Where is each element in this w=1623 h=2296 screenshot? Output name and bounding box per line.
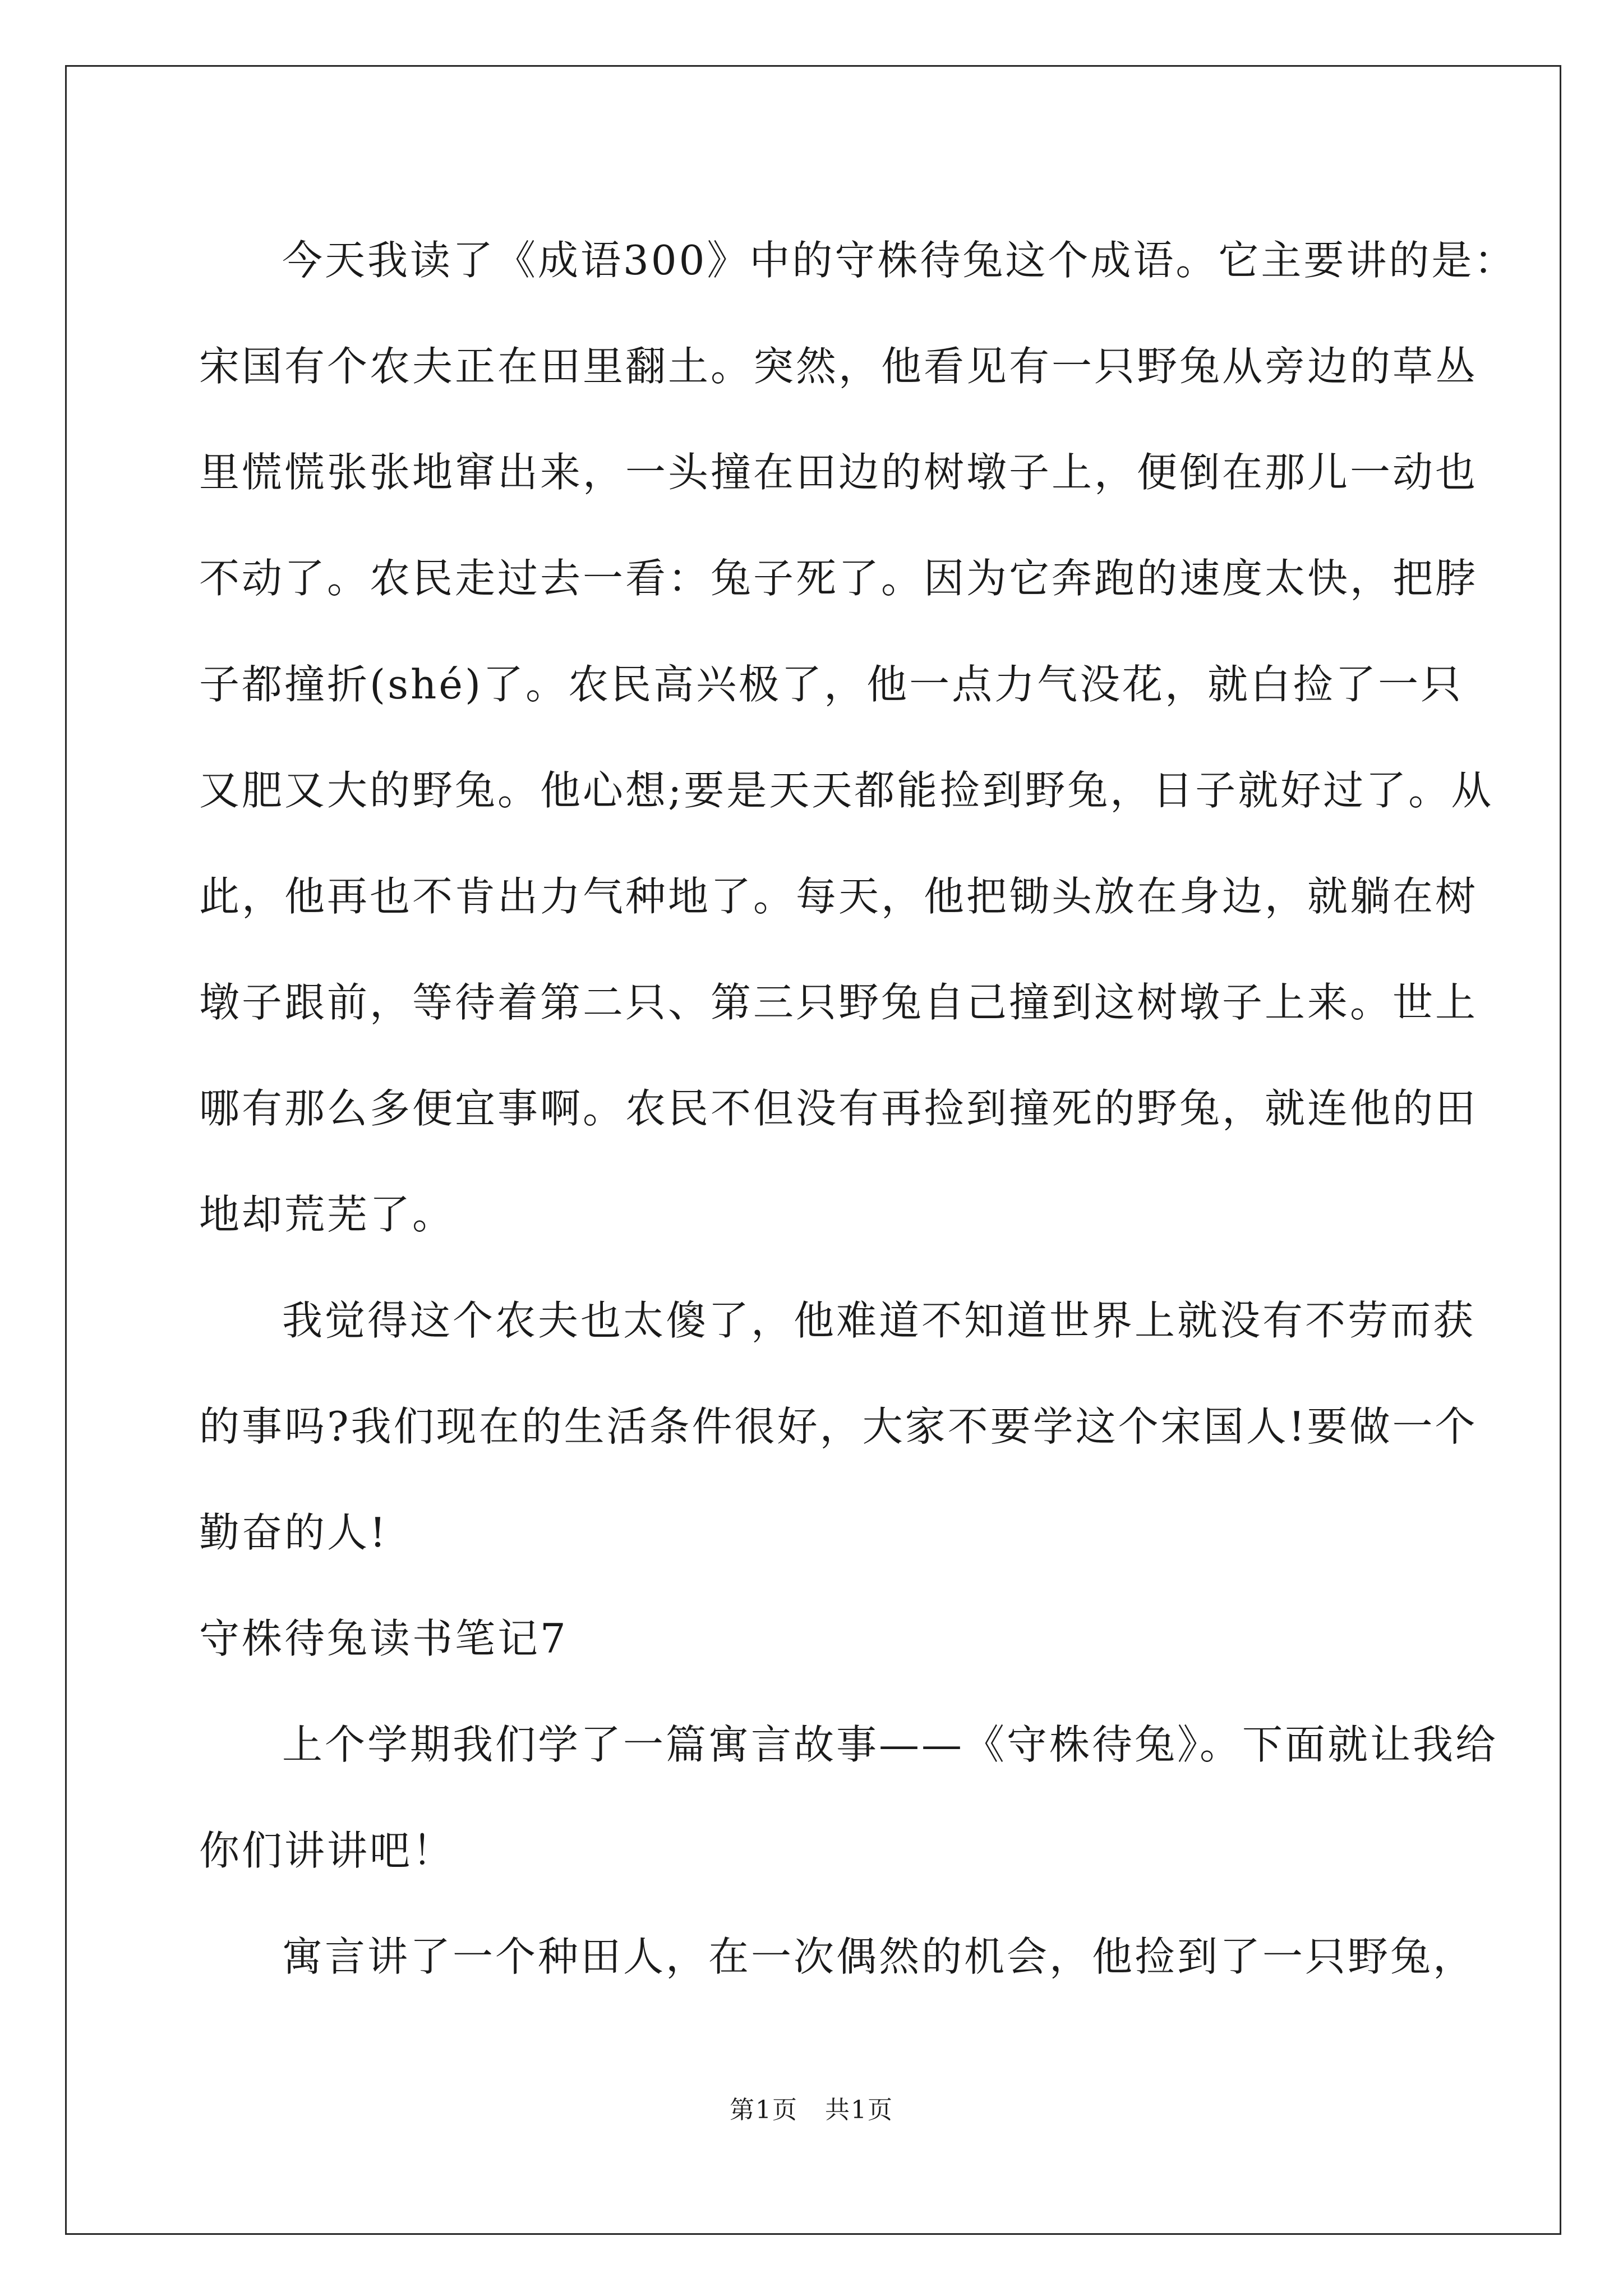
paragraph-line: 你们讲讲吧！ — [199, 1827, 455, 1874]
paragraph-line: 哪有那么多便宜事啊。农民不但没有再捡到撞死的野兔，就连他的田 — [199, 1085, 1478, 1132]
paragraph-line: 地却荒芜了。 — [199, 1191, 455, 1238]
paragraph-line: 上个学期我们学了一篇寓言故事——《守株待兔》。下面就让我给 — [282, 1721, 1498, 1768]
paragraph-line: 子都撞折(shé)了。农民高兴极了，他一点力气没花，就白捡了一只 — [199, 661, 1464, 708]
paragraph-line: 此，他再也不肯出力气种地了。每天，他把锄头放在身边，就躺在树 — [199, 873, 1478, 920]
paragraph-line: 寓言讲了一个种田人，在一次偶然的机会，他捡到了一只野兔， — [282, 1933, 1476, 1980]
paragraph-line: 不动了。农民走过去一看：兔子死了。因为它奔跑的速度太快，把脖 — [199, 555, 1478, 602]
paragraph-line: 宋国有个农夫正在田里翻土。突然，他看见有一只野兔从旁边的草丛 — [199, 343, 1478, 390]
paragraph-line: 我觉得这个农夫也太傻了，他难道不知道世界上就没有不劳而获 — [282, 1297, 1476, 1344]
paragraph-line: 墩子跟前，等待着第二只、第三只野兔自己撞到这树墩子上来。世上 — [199, 979, 1478, 1026]
page-number-footer: 第1页 共1页 — [730, 2096, 893, 2124]
document-body — [199, 208, 1517, 2010]
paragraph-line: 今天我读了《成语300》中的守株待兔这个成语。它主要讲的是： — [282, 237, 1517, 284]
paragraph-line: 又肥又大的野兔。他心想;要是天天都能捡到野兔，日子就好过了。从 — [199, 767, 1494, 814]
paragraph-line: 的事吗?我们现在的生活条件很好，大家不要学这个宋国人!要做一个 — [199, 1403, 1478, 1450]
paragraph-line: 里慌慌张张地窜出来，一头撞在田边的树墩子上，便倒在那儿一动也 — [199, 449, 1478, 496]
paragraph-line: 勤奋的人! — [199, 1509, 388, 1556]
section-heading: 守株待兔读书笔记7 — [199, 1615, 568, 1662]
